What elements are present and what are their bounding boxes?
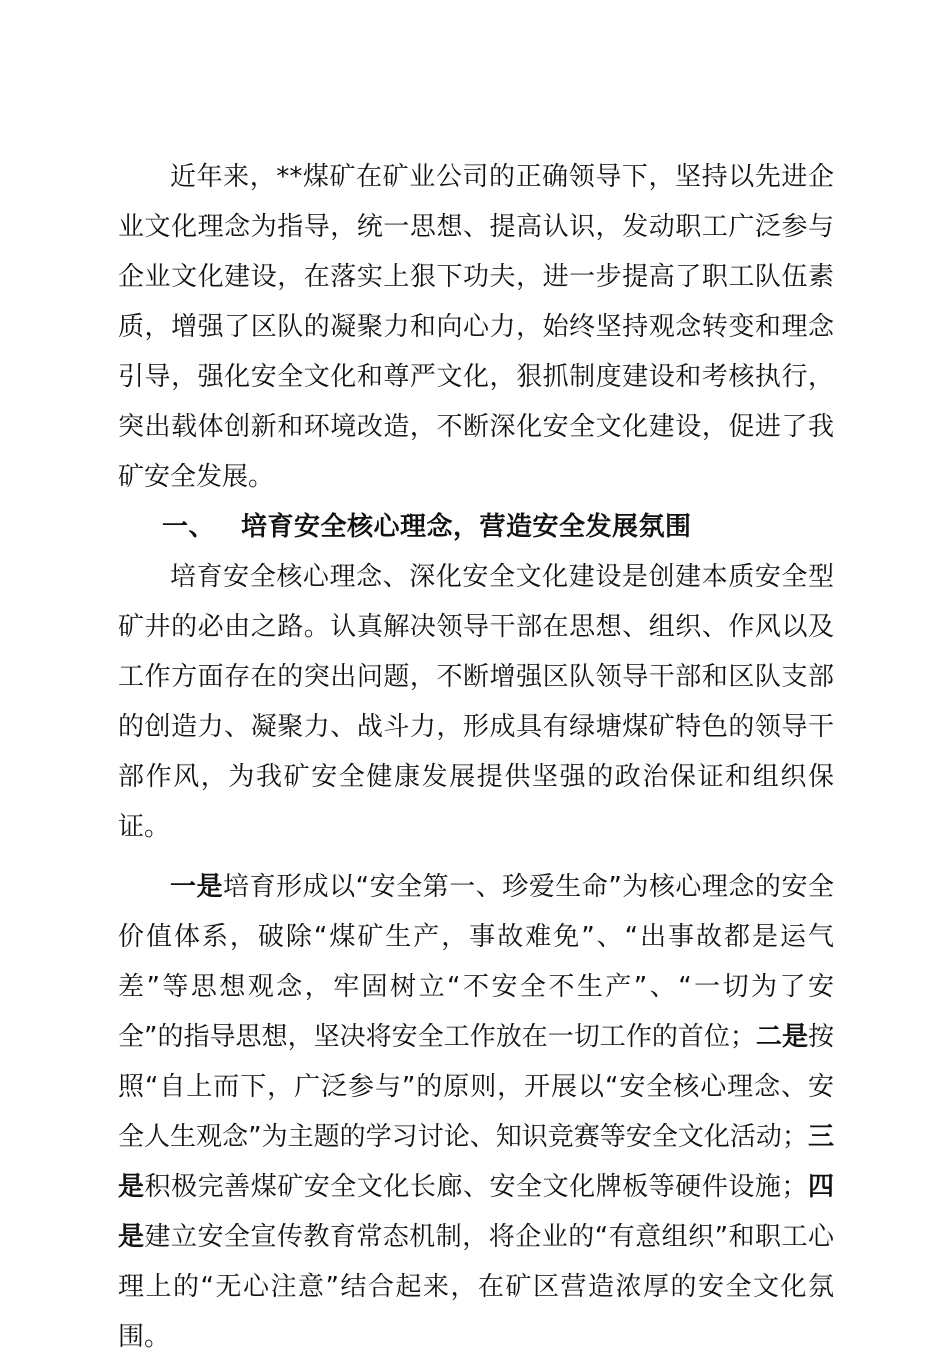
- section-number: 一、: [162, 512, 216, 542]
- text-4: 建立安全宣传教育常态机制，将企业的“有意组织”和职工心理上的“无心注意”结合起来，在矿区营造浓厚的安全文化氛围。: [118, 1222, 834, 1352]
- text-3: 积极完善煤矿安全文化长廊、安全文化牌板等硬件设施；: [144, 1172, 808, 1202]
- paragraph-2: 培育安全核心理念、深化安全文化建设是创建本质安全型矿井的必由之路。认真解决领导干部在思想、组织、作风以及工作方面存在的突出问题，不断增强区队领导干部和区队支部的创造力、凝聚力、战斗力，形成具有绿塘煤矿特色的领导干部作风，为我矿安全健康发展提供坚强的政治保证和组织保证。: [118, 562, 834, 842]
- keyword-3: 三是: [118, 1122, 834, 1202]
- text-1: 培育形成以“安全第一、珍爱生命”为核心理念的安全价值体系，破除“煤矿生产，事故难免”、“出事故都是运气差”等思想观念，牢固树立“不安全不生产”、“一切为了安全”的指导思想，坚决将安全工作放在一切工作的首位；: [118, 872, 834, 1052]
- document-body: [118, 152, 834, 1362]
- section-title: 培育安全核心理念，营造安全发展氛围: [241, 512, 692, 542]
- section-heading-1: [118, 502, 834, 552]
- intro-paragraph: 近年来，**煤矿在矿业公司的正确领导下，坚持以先进企业文化理念为指导，统一思想、提高认识，发动职工广泛参与企业文化建设，在落实上狠下功夫，进一步提高了职工队伍素质，增强了区队的凝聚力和向心力，始终坚持观念转变和理念引导，强化安全文化和尊严文化，狠抓制度建设和考核执行，突出载体创新和环境改造，不断深化安全文化建设，促进了我矿安全发展。: [118, 162, 834, 492]
- keyword-2: 二是: [755, 1022, 808, 1052]
- text-2: 按照“自上而下，广泛参与”的原则，开展以“安全核心理念、安全人生观念”为主题的学习讨论、知识竞赛等安全文化活动；: [118, 1022, 834, 1152]
- keyword-1: 一是: [170, 872, 224, 902]
- keyword-4: 四是: [118, 1172, 834, 1252]
- paragraph-3: [118, 862, 834, 1362]
